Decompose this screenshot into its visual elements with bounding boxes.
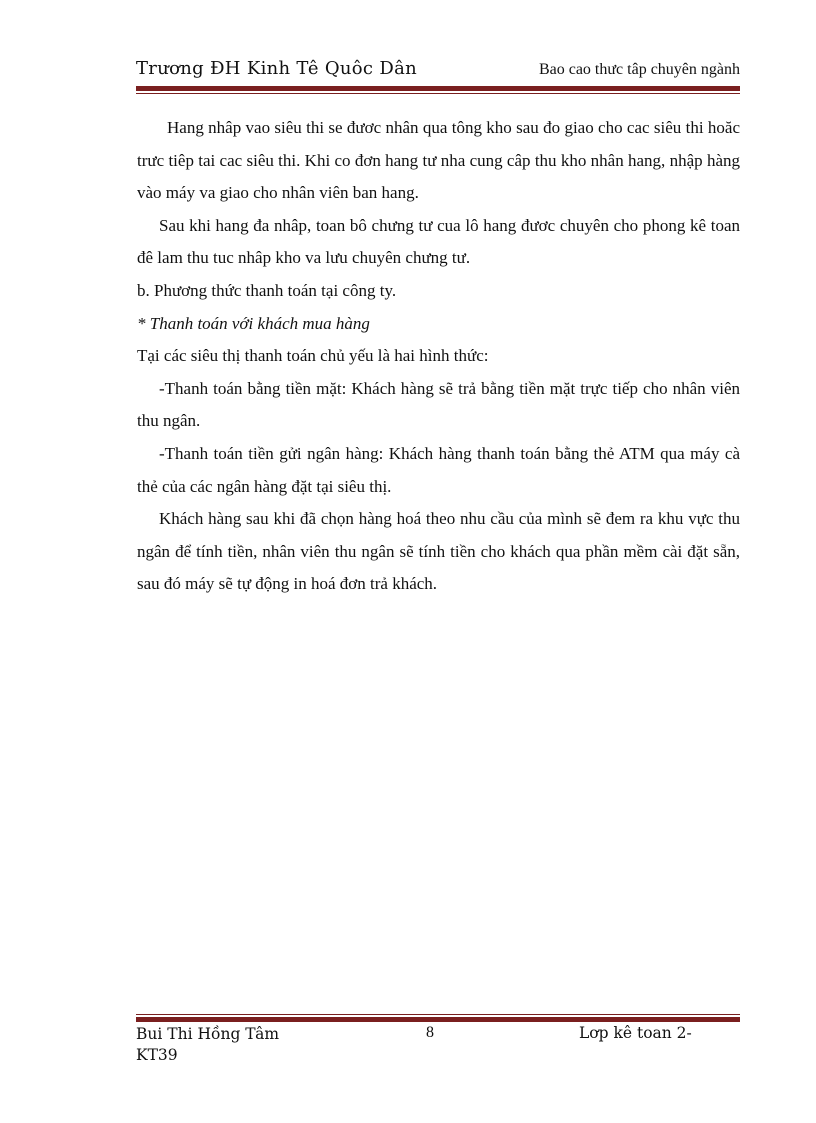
footer-class: Lơp kê toan 2-	[579, 1024, 692, 1042]
paragraph-documents: Sau khi hang đa nhâp, toan bô chưng tư cua lô hang đươc chuyên cho phong kê toan đê lam thu tuc nhâp kho va lưu chuyên chưng tư.	[137, 215, 740, 268]
paragraph-checkout: Khách hàng sau khi đã chọn hàng hoá theo nhu cầu của mình sẽ đem ra khu vực thu ngân để tính tiền, nhân viên thu ngân sẽ tính tiền cho khách qua phần mềm cài đặt sẵn, sau đó máy sẽ tự động in hoá đơn trả khách.	[137, 509, 740, 594]
paragraph-cash: -Thanh toán bằng tiền mặt: Khách hàng sẽ trả bằng tiền mặt trực tiếp cho nhân viên thu ngân.	[137, 378, 740, 431]
footer-rule-thin	[136, 1014, 740, 1015]
footer-author-block	[136, 1024, 296, 1066]
header-report-title: Bao cao thưc tâp chuyên ngành	[538, 61, 740, 78]
page-number: 8	[426, 1024, 434, 1041]
footer-rule-thick	[136, 1017, 740, 1022]
footer-class-code: KT39	[136, 1046, 178, 1064]
paragraph-receiving: Hang nhâp vao siêu thi se đươc nhân qua tông kho sau đo giao cho cac siêu thi hoăc trưc tiêp tai cac siêu thi. Khi co đơn hang tư nha cung câp thu kho nhân hang, nhập hàng vào máy va giao cho nhân viên ban hang.	[137, 118, 740, 203]
page-header	[136, 58, 740, 86]
header-rule-thin	[136, 93, 740, 94]
section-heading-payment: b. Phương thức thanh toán tại công ty.	[137, 280, 397, 300]
paragraph-bank: -Thanh toán tiền gửi ngân hàng: Khách hàng thanh toán bằng thẻ ATM qua máy cà thẻ của các ngân hàng đặt tại siêu thị.	[137, 443, 740, 496]
footer-author: Bui Thi Hồng Tâm	[136, 1025, 280, 1043]
subheading-customer-payment: * Thanh toán với khách mua hàng	[137, 313, 370, 333]
page-content	[137, 112, 740, 601]
paragraph-payment-forms: Tại các siêu thị thanh toán chủ yếu là hai hình thức:	[137, 346, 489, 366]
header-rule-thick	[136, 86, 740, 91]
header-school: Trương ĐH Kinh Tê Quôc Dân	[136, 58, 417, 79]
